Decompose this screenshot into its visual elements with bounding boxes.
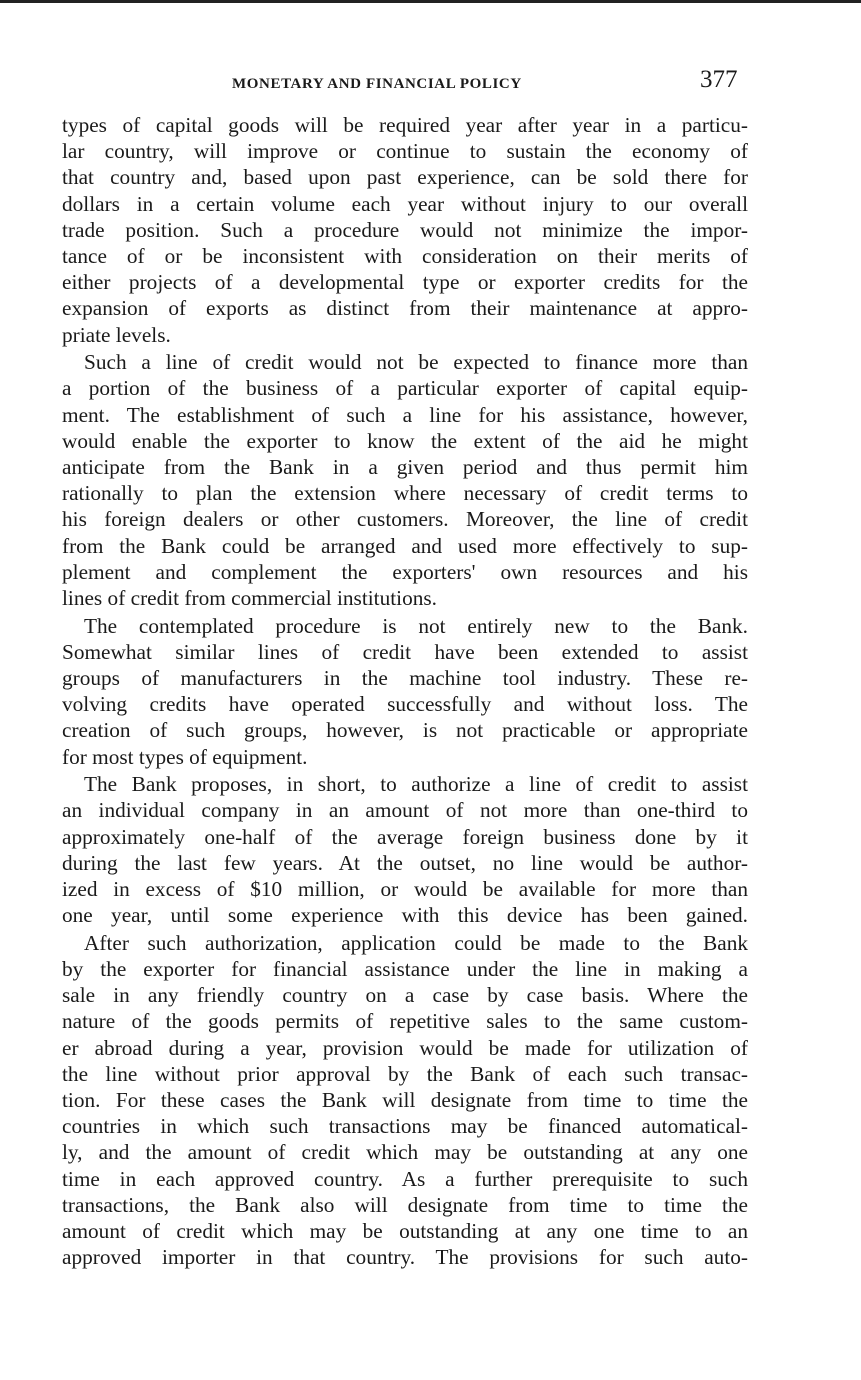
text-line: by the exporter for financial assistance under the line in making a [62,957,748,981]
text-line: anticipate from the Bank in a given period and thus permit him [62,454,748,479]
text-line: lines of credit from commercial institutions. [62,585,437,610]
text-line: The contemplated procedure is not entirely new to the Bank. [84,613,748,638]
text-line: countries in which such transactions may be financed automatical- [62,1114,748,1139]
text-line: during the last few years. At the outset, no line would be author- [62,850,748,875]
text-line: trade position. Such a procedure would not minimize the impor- [62,217,748,242]
text-line: time in each approved country. As a further prerequisite to such [62,1166,748,1191]
text-line: that country and, based upon past experience, can be sold there for [62,165,748,190]
text-line: Such a line of credit would not be expected to finance more than [84,350,748,375]
text-line: ment. The establishment of such a line for his assistance, however, [62,402,748,427]
text-line: would enable the exporter to know the extent of the aid he might [62,428,748,453]
text-line: tance of or be inconsistent with consideration on their merits of [62,243,748,268]
text-line: his foreign dealers or other customers. Moreover, the line of credit [62,507,748,532]
running-title: MONETARY AND FINANCIAL POLICY [232,76,522,92]
text-line: tion. For these cases the Bank will designate from time to time the [62,1087,748,1112]
text-line: Somewhat similar lines of credit have been extended to assist [62,639,748,664]
paragraph-2 [62,349,748,611]
text-line: dollars in a certain volume each year without injury to our overall [62,191,748,216]
text-line: for most types of equipment. [62,744,308,769]
text-line: either projects of a developmental type or exporter credits for the [62,270,748,295]
text-line: approved importer in that country. The provisions for such auto- [62,1245,748,1270]
paragraph-1 [62,112,748,348]
text-line: one year, until some experience with this device has been gained. [62,903,748,928]
text-line: groups of manufacturers in the machine tool industry. These re- [62,665,748,690]
paragraph-4 [62,771,748,928]
text-line: priate levels. [62,322,171,347]
text-line: rationally to plan the extension where necessary of credit terms to [62,481,748,506]
text-line: er abroad during a year, provision would be made for utilization of [62,1035,748,1060]
text-line: approximately one-half of the average foreign business done by it [62,824,748,849]
text-line: plement and complement the exporters' own resources and his [62,559,748,584]
paragraph-3 [62,613,748,770]
text-line: expansion of exports as distinct from their maintenance at appro- [62,296,748,321]
page-number: 377 [700,66,738,93]
running-head [0,66,861,106]
text-line: ized in excess of $10 million, or would be available for more than [62,876,748,901]
text-line: the line without prior approval by the Bank of each such transac- [62,1061,748,1086]
text-line: lar country, will improve or continue to sustain the economy of [62,139,748,164]
text-line: After such authorization, application could be made to the Bank [84,930,748,955]
text-line: nature of the goods permits of repetitive sales to the same custom- [62,1009,748,1034]
text-line: sale in any friendly country on a case by case basis. Where the [62,983,748,1008]
paragraph-5 [62,930,748,1270]
text-line: creation of such groups, however, is not practicable or appropriate [62,718,748,743]
text-line: types of capital goods will be required year after year in a particu- [62,113,748,137]
text-line: an individual company in an amount of not more than one-third to [62,798,748,823]
text-line: a portion of the business of a particular exporter of capital equip- [62,376,748,401]
body-text [62,112,748,1270]
text-line: ly, and the amount of credit which may be outstanding at any one [62,1140,748,1165]
text-line: amount of credit which may be outstanding at any one time to an [62,1218,748,1243]
text-line: transactions, the Bank also will designate from time to time the [62,1192,748,1217]
text-line: from the Bank could be arranged and used more effectively to sup- [62,533,748,558]
top-border-rule [0,0,861,3]
text-line: volving credits have operated successfully and without loss. The [62,692,748,717]
text-line: The Bank proposes, in short, to authorize a line of credit to assist [84,772,748,797]
